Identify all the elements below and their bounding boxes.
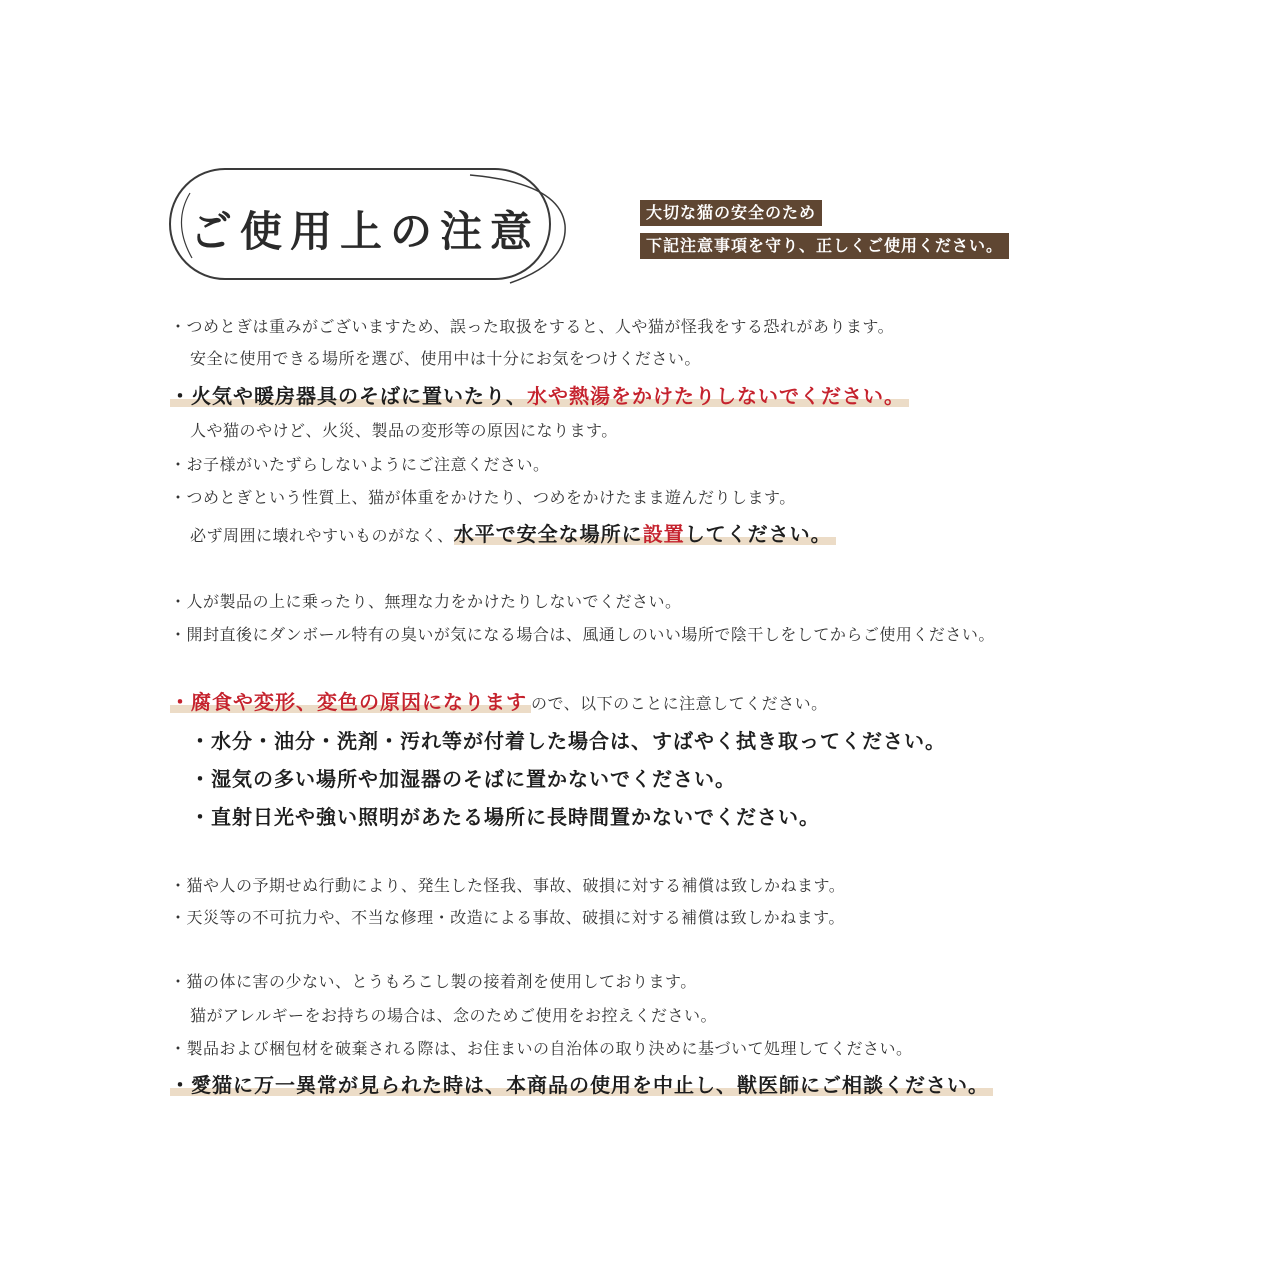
warning-text: してください。 bbox=[684, 522, 832, 546]
warning-text-red: ・腐食や変形、変色の原因になります bbox=[170, 690, 527, 714]
note-line: ・開封直後にダンボール特有の臭いが気になる場合は、風通しのいい場所で陰干しをしてからご使用ください。 bbox=[170, 625, 995, 644]
warning-text-red: 設置 bbox=[642, 522, 685, 546]
warning-line: ・水分・油分・洗剤・汚れ等が付着した場合は、すばやく拭き取ってください。 bbox=[190, 729, 946, 753]
note-line: ・人が製品の上に乗ったり、無理な力をかけたりしないでください。 bbox=[170, 592, 682, 611]
warning-text: 水平で安全な場所に bbox=[453, 522, 643, 546]
warning-line-fire bbox=[170, 380, 909, 409]
warning-text: ・火気や暖房器具のそばに置いたり、 bbox=[170, 384, 527, 408]
note-line: ・製品および梱包材を破棄される際は、お住まいの自治体の取り決めに基づいて処理してください。 bbox=[170, 1039, 913, 1058]
safety-tag: 大切な猫の安全のため bbox=[640, 200, 822, 226]
note-line: ・つめとぎという性質上、猫が体重をかけたり、つめをかけたまま遊んだりします。 bbox=[170, 488, 796, 507]
warning-text: ・愛猫に万一異常が見られた時は、本商品の使用を中止し、獣医師にご相談ください。 bbox=[170, 1073, 993, 1097]
warning-line: ・湿気の多い場所や加湿器のそばに置かないでください。 bbox=[190, 767, 736, 791]
instruction-tag: 下記注意事項を守り、正しくご使用ください。 bbox=[640, 233, 1009, 259]
warning-text-red: 水や熱湯をかけたりしないでください。 bbox=[527, 384, 905, 408]
title-badge bbox=[160, 163, 580, 293]
page-title: ご使用上の注意 bbox=[190, 207, 541, 256]
warning-line-vet bbox=[170, 1069, 993, 1098]
note-line: ・天災等の不可抗力や、不当な修理・改造による事故、破損に対する補償は致しかねます。 bbox=[170, 908, 845, 927]
note-line: ・つめとぎは重みがございますため、誤った取扱をすると、人や猫が怪我をする恐れがあります。 bbox=[170, 317, 895, 336]
note-line: 猫がアレルギーをお持ちの場合は、念のためご使用をお控えください。 bbox=[190, 1006, 717, 1025]
note-text: ので、以下のことに注意してください。 bbox=[531, 694, 828, 713]
note-text: 必ず周囲に壊れやすいものがなく、 bbox=[190, 526, 454, 545]
warning-line: ・直射日光や強い照明があたる場所に長時間置かないでください。 bbox=[190, 805, 820, 829]
note-line: 人や猫のやけど、火災、製品の変形等の原因になります。 bbox=[190, 421, 618, 440]
note-line: ・猫や人の予期せぬ行動により、発生した怪我、事故、破損に対する補償は致しかねます。 bbox=[170, 876, 846, 895]
note-line-corrosion bbox=[170, 686, 828, 715]
note-line-placement bbox=[190, 518, 836, 547]
note-line: 安全に使用できる場所を選び、使用中は十分にお気をつけください。 bbox=[190, 349, 701, 368]
note-line: ・猫の体に害の少ない、とうもろこし製の接着剤を使用しております。 bbox=[170, 972, 697, 991]
note-line: ・お子様がいたずらしないようにご注意ください。 bbox=[170, 455, 550, 474]
